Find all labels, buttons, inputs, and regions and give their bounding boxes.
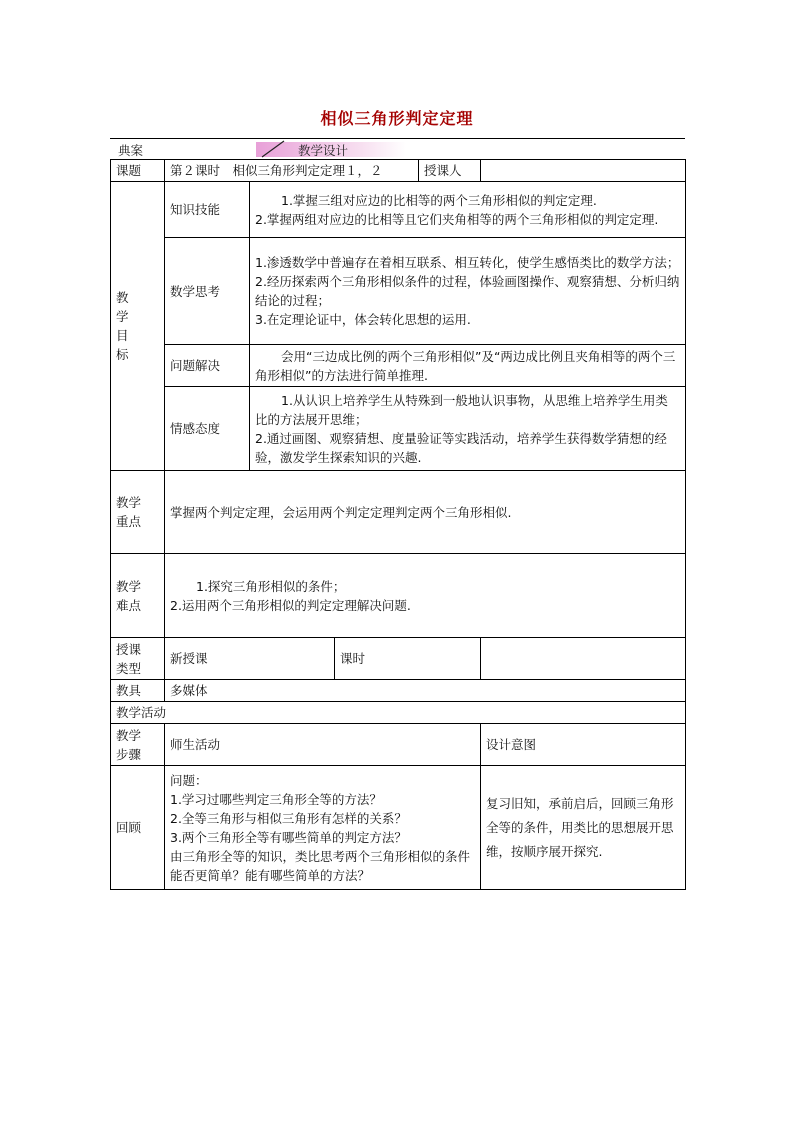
banner	[110, 138, 685, 160]
activities-row	[111, 702, 686, 724]
banner-label: 教学设计	[298, 143, 349, 158]
objective-text: 1.从认识上培养学生从特殊到一般地认识事物，从思维上培养学生用类比的方法展开思维； 2.通过画图、观察猜想、度量验证等实践活动，培养学生获得数学猜想的经验，激发学生探索知识的兴趣.	[250, 387, 686, 471]
difficulty-text: 1.探究三角形相似的条件； 2.运用两个三角形相似的判定定理解决问题.	[165, 554, 686, 638]
hours-label: 课时	[335, 638, 481, 680]
objectives-label: 教 学 目 标	[111, 182, 165, 471]
course-row	[111, 160, 686, 182]
activities-label: 教学活动	[111, 702, 686, 724]
page-title: 相似三角形判定定理	[320, 109, 474, 128]
lesson-table	[110, 159, 686, 890]
objective-name: 情感态度	[165, 387, 250, 471]
key-text: 掌握两个判定定理，会运用两个判定定理判定两个三角形相似.	[165, 471, 686, 554]
key-row	[111, 471, 686, 554]
teacher-label: 授课人	[419, 160, 481, 182]
objective-name: 知识技能	[165, 182, 250, 238]
banner-brand: 典案	[118, 143, 144, 158]
course-lesson: 第２课时 相似三角形判定定理１，２	[165, 160, 419, 182]
objective-row-attitude	[111, 387, 686, 471]
objective-text: 会用“三边成比例的两个三角形相似”及“两边成比例且夹角相等的两个三角形相似”的方法进行简单推理.	[250, 345, 686, 387]
tools-label: 教具	[111, 680, 165, 702]
objective-text: 1.渗透数学中普遍存在着相互联系、相互转化，使学生感悟类比的数学方法； 2.经历探索两个三角形相似条件的过程，体验画图操作、观察猜想、分析归纳结论的过程； 3.在定理论证中，体会转化思想的运用.	[250, 238, 686, 345]
review-activity: 问题： 1.学习过哪些判定三角形全等的方法？ 2.全等三角形与相似三角形有怎样的关系？ 3.两个三角形全等有哪些简单的判定方法？ 由三角形全等的知识，类比思考两个三角形相似的条件能否更简单？能有哪些简单的方法？	[165, 766, 481, 890]
review-intent: 复习旧知，承前启后，回顾三角形全等的条件，用类比的思想展开思维，按顺序展开探究.	[481, 766, 686, 890]
objective-row-thinking	[111, 238, 686, 345]
hours-value	[481, 638, 686, 680]
objective-name: 数学思考	[165, 238, 250, 345]
type-row	[111, 638, 686, 680]
review-row	[111, 766, 686, 890]
key-label: 教学 重点	[111, 471, 165, 554]
tools-value: 多媒体	[165, 680, 686, 702]
steps-label: 教学 步骤	[111, 724, 165, 766]
difficulty-row	[111, 554, 686, 638]
objective-text: 1.掌握三组对应边的比相等的两个三角形相似的判定定理. 2.掌握两组对应边的比相等且它们夹角相等的两个三角形相似的判定定理.	[250, 182, 686, 238]
steps-header-row	[111, 724, 686, 766]
teacher-value	[481, 160, 686, 182]
intent-header: 设计意图	[481, 724, 686, 766]
objective-name: 问题解决	[165, 345, 250, 387]
activity-header: 师生活动	[165, 724, 481, 766]
difficulty-label: 教学 难点	[111, 554, 165, 638]
review-label: 回顾	[111, 766, 165, 890]
type-label: 授课 类型	[111, 638, 165, 680]
course-label: 课题	[111, 160, 165, 182]
banner-slash-icon	[260, 140, 288, 158]
objective-row-knowledge	[111, 182, 686, 238]
tools-row	[111, 680, 686, 702]
type-value: 新授课	[165, 638, 335, 680]
objective-row-problem	[111, 345, 686, 387]
